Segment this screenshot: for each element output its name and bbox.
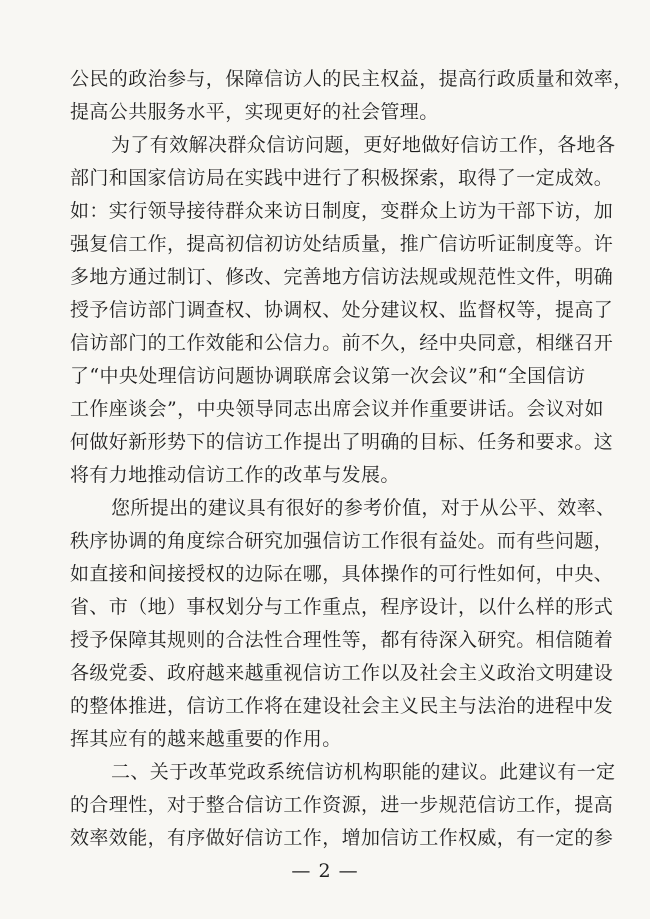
text-line: 授予保障其规则的合法性合理性等，都有待深入研究。相信随着 [70, 629, 614, 651]
text-line: 您所提出的建议具有很好的参考价值，对于从公平、效率、 [111, 497, 616, 519]
text-line: 效率效能，有序做好信访工作，增加信访工作权威，有一定的参 [70, 827, 614, 849]
text-line: 授予信访部门调查权、协调权、处分建议权、监督权等，提高了 [70, 299, 614, 321]
text-line: 如直接和间接授权的边际在哪，具体操作的可行性如何，中央、 [70, 563, 614, 585]
text-line: 信访部门的工作效能和公信力。前不久，经中央同意，相继召开 [70, 332, 614, 354]
text-line: 省、市（地）事权划分与工作重点，程序设计，以什么样的形式 [70, 596, 614, 618]
text-line: 二、关于改革党政系统信访机构职能的建议。此建议有一定 [111, 761, 616, 783]
text-line: 提高公共服务水平，实现更好的社会管理。 [70, 101, 439, 123]
text-line: 的整体推进，信访工作将在建设社会主义民主与法治的进程中发 [70, 695, 614, 717]
text-line: 了“中央处理信访问题协调联席会议第一次会议”和“全国信访 [70, 365, 586, 387]
page-number: — 2 — [291, 860, 359, 882]
text-line: 部门和国家信访局在实践中进行了积极探索，取得了一定成效。 [70, 167, 614, 189]
text-line: 为了有效解决群众信访问题，更好地做好信访工作，各地各 [111, 134, 616, 156]
text-line: 如：实行领导接待群众来访日制度，变群众上访为干部下访，加 [70, 200, 614, 222]
text-line: 工作座谈会”，中央领导同志出席会议并作重要讲话。会议对如 [70, 398, 604, 420]
text-line: 的合理性，对于整合信访工作资源，进一步规范信访工作，提高 [70, 794, 614, 816]
text-line: 多地方通过制订、修改、完善地方信访法规或规范性文件，明确 [70, 266, 614, 288]
text-line: 各级党委、政府越来越重视信访工作以及社会主义政治文明建设 [70, 662, 614, 684]
text-line: 将有力地推动信访工作的改革与发展。 [70, 464, 400, 486]
text-line: 挥其应有的越来越重要的作用。 [70, 728, 342, 750]
text-line: 公民的政治参与，保障信访人的民主权益，提高行政质量和效率， [70, 68, 633, 90]
text-line: 何做好新形势下的信访工作提出了明确的目标、任务和要求。这 [70, 431, 614, 453]
text-line: 秩序协调的角度综合研究加强信访工作很有益处。而有些问题， [70, 530, 614, 552]
text-line: 强复信工作，提高初信初访处结质量，推广信访听证制度等。许 [70, 233, 614, 255]
